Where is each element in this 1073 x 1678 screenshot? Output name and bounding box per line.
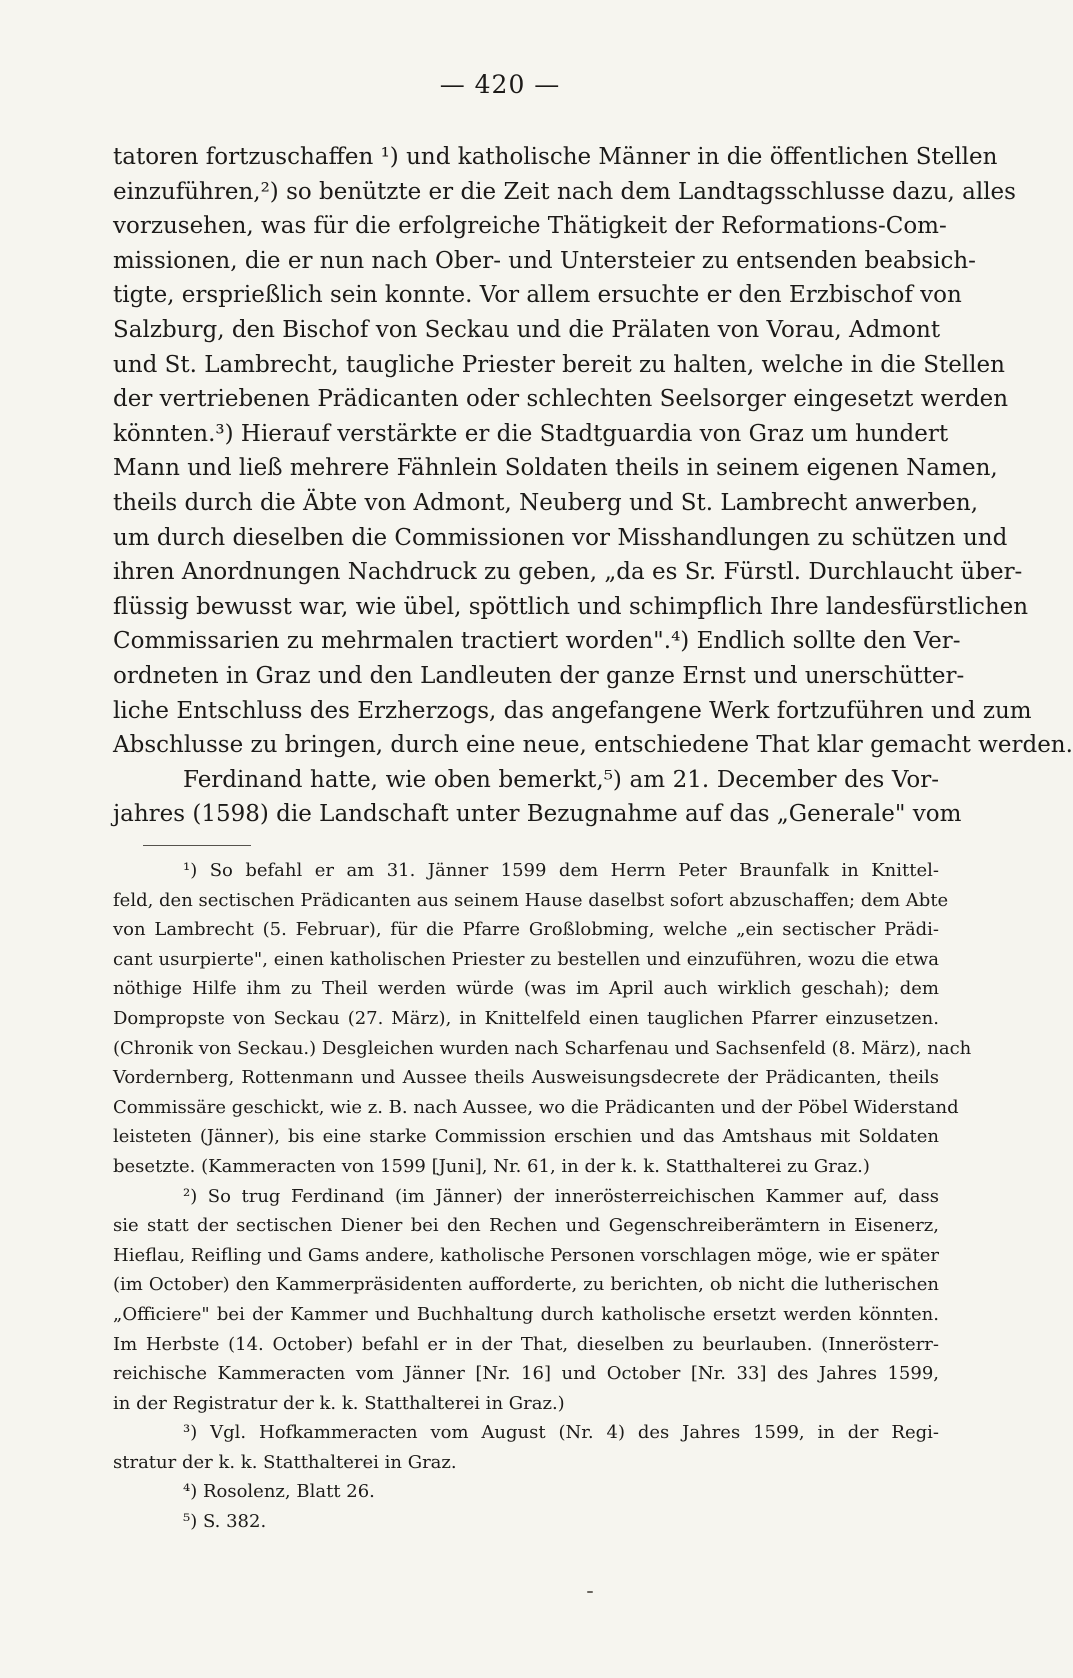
body-line: einzuführen,²) so benützte er die Zeit nach dem Landtagsschlusse dazu, alles xyxy=(113,178,1016,205)
body-line: liche Entschluss des Erzherzogs, das angefangene Werk fortzuführen und zum xyxy=(113,697,1032,724)
body-line: Ferdinand hatte, wie oben bemerkt,⁵) am 21. December des Vor- xyxy=(183,766,939,793)
footnote-line: Dompropste von Seckau (27. März), in Knittelfeld einen tauglichen Pfarrer einzusetzen. xyxy=(113,1007,939,1029)
footnote-line: cant usurpierte", einen katholischen Priester zu bestellen und einzuführen, wozu die etwa xyxy=(113,948,939,970)
body-line: Salzburg, den Bischof von Seckau und die Prälaten von Vorau, Admont xyxy=(113,316,941,343)
body-line: jahres (1598) die Landschaft unter Bezugnahme auf das „Generale" vom xyxy=(113,801,962,828)
body-line: flüssig bewusst war, wie übel, spöttlich und schimpflich Ihre landesfürstlichen xyxy=(113,593,1029,620)
body-line: Commissarien zu mehrmalen tractiert worden".⁴) Endlich sollte den Ver- xyxy=(113,628,961,655)
footnote-line: (im October) den Kammerpräsidenten aufforderte, zu berichten, ob nicht die lutherischen xyxy=(113,1274,939,1296)
footnote-line: ⁵) S. 382. xyxy=(183,1511,267,1533)
footnote-line: Im Herbste (14. October) befahl er in der That, dieselben zu beurlauben. (Innerösterr- xyxy=(113,1333,939,1355)
footnote-line: ³) Vgl. Hofkammeracten vom August (Nr. 4) des Jahres 1599, in der Regi- xyxy=(183,1422,939,1444)
footnote-line: Hieflau, Reifling und Gams andere, katholische Personen vorschlagen möge, wie er später xyxy=(113,1244,940,1266)
body-line: tatoren fortzuschaffen ¹) und katholische Männer in die öffentlichen Stellen xyxy=(113,144,998,170)
footnote-line: besetzte. (Kammeracten von 1599 [Juni], Nr. 61, in der k. k. Statthalterei zu Graz.) xyxy=(113,1155,870,1177)
body-line: und St. Lambrecht, taugliche Priester bereit zu halten, welche in die Stellen xyxy=(113,351,1005,378)
footnotes xyxy=(113,856,972,1537)
footnote-line: von Lambrecht (5. Februar), für die Pfarre Großlobming, welche „ein sectischer Prädi- xyxy=(113,919,939,941)
body-line: Mann und ließ mehrere Fähnlein Soldaten theils in seinem eigenen Namen, xyxy=(113,455,998,482)
body-line: Abschlusse zu bringen, durch eine neue, entschiedene That klar gemacht werden. xyxy=(113,732,1073,759)
footnote-line: „Officiere" bei der Kammer und Buchhaltung durch katholische ersetzt werden könnten. xyxy=(113,1303,939,1325)
body-line: missionen, die er nun nach Ober- und Untersteier zu entsenden beabsich- xyxy=(113,247,976,274)
body-text xyxy=(113,140,1073,832)
footnote-line: nöthige Hilfe ihm zu Theil werden würde (was im April auch wirklich geschah); dem xyxy=(113,978,939,1000)
body-line: der vertriebenen Prädicanten oder schlechten Seelsorger eingesetzt werden xyxy=(113,386,1009,413)
footnote-line: leisteten (Jänner), bis eine starke Commission erschien und das Amtshaus mit Soldaten xyxy=(113,1126,939,1148)
body-line: vorzusehen, was für die erfolgreiche Thätigkeit der Reformations-Com- xyxy=(113,213,947,240)
footnote-line: in der Registratur der k. k. Statthalterei in Graz.) xyxy=(113,1392,565,1414)
footnote-line: ²) So trug Ferdinand (im Jänner) der innerösterreichischen Kammer auf, dass xyxy=(183,1185,939,1207)
page-number: — 420 — xyxy=(439,70,561,99)
footnote-line: Commissäre geschickt, wie z. B. nach Aussee, wo die Prädicanten und der Pöbel Widerstand xyxy=(113,1096,959,1118)
body-line: ordneten in Graz und den Landleuten der ganze Ernst und unerschütter- xyxy=(113,662,965,689)
printing-mark xyxy=(587,1591,593,1593)
footnote-line: sie statt der sectischen Diener bei den Rechen und Gegenschreiberämtern in Eisenerz, xyxy=(113,1215,939,1237)
footnote-line: (Chronik von Seckau.) Desgleichen wurden nach Scharfenau und Sachsenfeld (8. März), nach xyxy=(113,1037,972,1059)
footnote-line: stratur der k. k. Statthalterei in Graz. xyxy=(113,1451,457,1473)
footnote-line: ⁴) Rosolenz, Blatt 26. xyxy=(183,1481,375,1503)
footnote-divider xyxy=(143,845,251,846)
footnote-line: ¹) So befahl er am 31. Jänner 1599 dem Herrn Peter Braunfalk in Knittel- xyxy=(183,860,939,881)
body-line: theils durch die Äbte von Admont, Neuberg und St. Lambrecht anwerben, xyxy=(113,489,979,516)
footnote-line: reichische Kammeracten vom Jänner [Nr. 16] und October [Nr. 33] des Jahres 1599, xyxy=(113,1363,939,1385)
body-line: um durch dieselben die Commissionen vor Misshandlungen zu schützen und xyxy=(113,524,1008,551)
body-line: könnten.³) Hierauf verstärkte er die Stadtguardia von Graz um hundert xyxy=(113,420,949,447)
body-line: ihren Anordnungen Nachdruck zu geben, „da es Sr. Fürstl. Durchlaucht über- xyxy=(113,559,1023,586)
footnote-line: feld, den sectischen Prädicanten aus seinem Hause daselbst sofort abzuschaffen; dem Abte xyxy=(113,889,949,911)
footnote-line: Vordernberg, Rottenmann und Aussee theils Ausweisungsdecrete der Prädicanten, theils xyxy=(113,1067,939,1089)
body-line: tigte, ersprießlich sein konnte. Vor allem ersuchte er den Erzbischof von xyxy=(113,282,962,309)
